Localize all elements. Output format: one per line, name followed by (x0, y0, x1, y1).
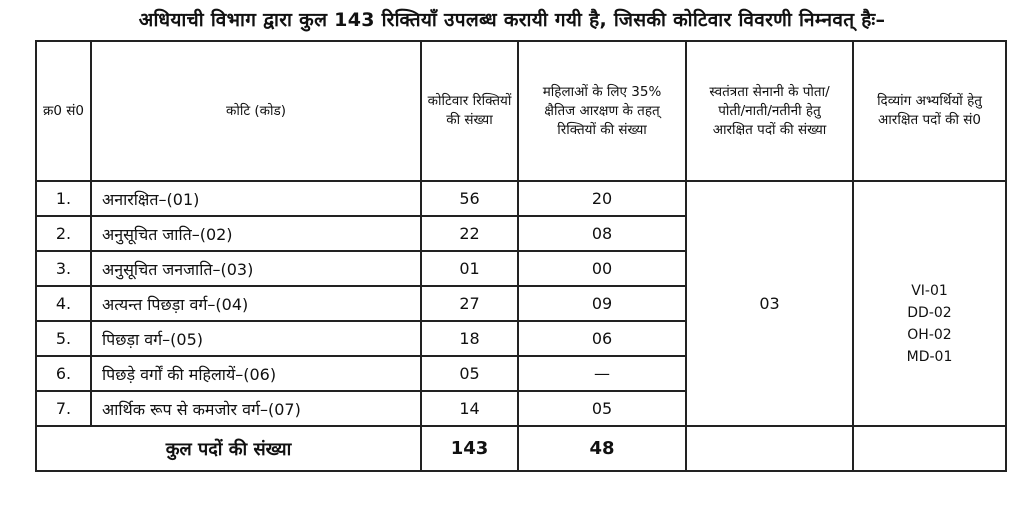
row-vacancies: 56 (421, 181, 518, 216)
header-category: कोटि (कोड) (91, 41, 421, 181)
row-category: आर्थिक रूप से कमजोर वर्ग–(07) (91, 391, 421, 426)
row-sno: 5. (36, 321, 91, 356)
row-sno: 7. (36, 391, 91, 426)
total-label: कुल पदों की संख्या (36, 426, 421, 471)
header-divyang: दिव्यांग अभ्यर्थियों हेतु आरक्षित पदों की सं0 (853, 41, 1006, 181)
total-vacancies: 143 (421, 426, 518, 471)
row-sno: 4. (36, 286, 91, 321)
total-divyang-empty (853, 426, 1006, 471)
row-sno: 2. (36, 216, 91, 251)
row-women: — (518, 356, 686, 391)
freedom-fighter-total: 03 (686, 181, 853, 426)
row-vacancies: 05 (421, 356, 518, 391)
row-vacancies: 27 (421, 286, 518, 321)
header-vacancies: कोटिवार रिक्तियों की संख्या (421, 41, 518, 181)
table-header-row (36, 41, 1006, 181)
row-category: अनुसूचित जाति–(02) (91, 216, 421, 251)
table-row (36, 181, 1006, 216)
header-freedom-fighter: स्वतंत्रता सेनानी के पोता/पोती/नाती/नतीनी हेतु आरक्षित पदों की संख्या (686, 41, 853, 181)
row-category: पिछड़े वर्गों की महिलायें–(06) (91, 356, 421, 391)
row-women: 09 (518, 286, 686, 321)
total-women: 48 (518, 426, 686, 471)
total-freedom-empty (686, 426, 853, 471)
row-vacancies: 01 (421, 251, 518, 286)
total-row (36, 426, 1006, 471)
row-category: अनुसूचित जनजाति–(03) (91, 251, 421, 286)
row-women: 08 (518, 216, 686, 251)
row-women: 05 (518, 391, 686, 426)
row-category: पिछड़ा वर्ग–(05) (91, 321, 421, 356)
row-women: 00 (518, 251, 686, 286)
header-sno: क्र0 सं0 (36, 41, 91, 181)
row-sno: 6. (36, 356, 91, 391)
vacancy-table (35, 40, 1007, 472)
divyang-vi: VI-01 (911, 282, 948, 299)
header-women-reservation: महिलाओं के लिए 35% क्षैतिज आरक्षण के तहत् रिक्तियों की संख्या (518, 41, 686, 181)
divyang-breakdown (853, 181, 1006, 426)
row-category: अत्यन्त पिछड़ा वर्ग–(04) (91, 286, 421, 321)
divyang-oh: OH-02 (907, 326, 952, 343)
divyang-dd: DD-02 (907, 304, 952, 321)
row-vacancies: 18 (421, 321, 518, 356)
row-sno: 1. (36, 181, 91, 216)
row-women: 06 (518, 321, 686, 356)
row-women: 20 (518, 181, 686, 216)
row-category: अनारक्षित–(01) (91, 181, 421, 216)
row-vacancies: 22 (421, 216, 518, 251)
row-vacancies: 14 (421, 391, 518, 426)
row-sno: 3. (36, 251, 91, 286)
page-heading: अधियाची विभाग द्वारा कुल 143 रिक्तियाँ उपलब्ध करायी गयी है, जिसकी कोटिवार विवरणी निम्नवत् हैः– (138, 9, 886, 31)
divyang-md: MD-01 (906, 348, 953, 365)
